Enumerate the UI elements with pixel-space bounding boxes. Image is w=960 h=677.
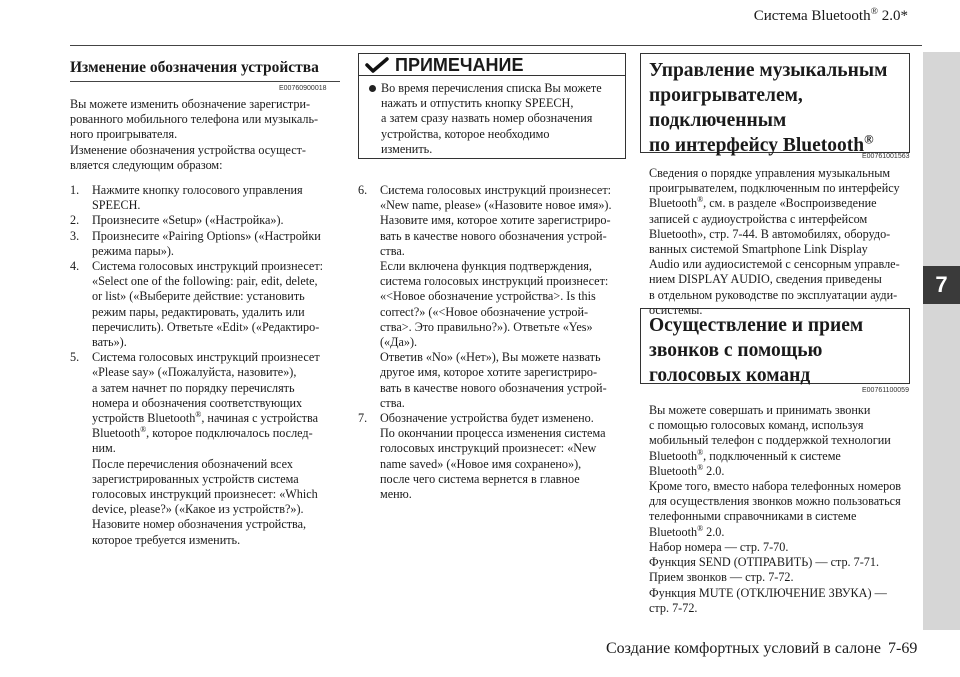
section-title-line: Осуществление и прием: [649, 315, 864, 336]
section-title-line: Управление музыкальным: [649, 60, 888, 81]
step-line: name saved» («Новое имя сохранено»),: [380, 456, 582, 471]
intro-line: Вы можете изменить обозначение зарегистри-: [70, 97, 311, 111]
page-reference: Набор номера — стр. 7-70.: [649, 540, 789, 554]
step-line: По окончании процесса изменения системa: [380, 426, 606, 441]
note-line: а затем сразу назвать номер обозначения: [381, 111, 593, 126]
paragraph-line: с помощью голосовых команд, используя: [649, 418, 864, 433]
paragraph-line: телефонными справочниками в системе: [649, 509, 857, 524]
step-line: система голосовых инструкций произнесет:: [380, 274, 609, 289]
step-line: «<Новое обозначение устройства>. Is this: [380, 289, 596, 304]
paragraph-line: Audio или аудиосистемой с сенсорным управле-: [649, 257, 900, 272]
step-number: 1.: [70, 183, 80, 197]
paragraph-line: осистемы.: [649, 302, 703, 317]
note-box: [358, 53, 626, 159]
paragraph-line: записей с аудиоустройства с интерфейсом: [649, 211, 868, 226]
step-line: «Select one of the following: pair, edit, delete,: [92, 274, 318, 289]
running-header: Система Bluetooth® 2.0*: [753, 6, 908, 24]
step-line: а затем начнет по порядку перечислять: [92, 380, 295, 395]
paragraph-line: Bluetooth® 2.0.: [649, 462, 725, 478]
step-item: [358, 183, 638, 411]
step-line: ства.: [380, 243, 405, 258]
step-number: 2.: [70, 213, 80, 228]
step-line: «New name, please» («Назовите новое имя»).: [380, 198, 612, 213]
page-reference: Функция MUTE (ОТКЛЮЧЕНИЕ ЗВУКА) —: [649, 585, 887, 600]
step-line: Система голосовых инструкций произнесет:: [92, 259, 324, 274]
paragraph-line: Bluetooth®, см. в разделе «Воспроизведение: [649, 195, 877, 211]
section-title-voice-calls-box: [640, 308, 910, 384]
paragraph-line: нием DISPLAY AUDIO, сведения приведены: [649, 272, 882, 287]
step-line: вать в качестве нового обозначения устрой-: [380, 380, 607, 395]
step-number: 3.: [70, 228, 80, 243]
paragraph-line: ванных системой Smartphone Link Display: [649, 242, 868, 257]
step-line: зарегистрированных устройств система: [92, 471, 299, 486]
step-line: вать в качестве нового обозначения устрой-: [380, 228, 607, 243]
section-code: E00761100059: [862, 387, 909, 394]
paragraph-line: в отдельном руководстве по эксплуатации ауди-: [649, 287, 898, 302]
paragraph-line: мобильный телефон с поддержкой технологии: [649, 433, 891, 448]
note-line: нажать и отпустить кнопку SPEECH,: [381, 96, 574, 111]
step-line: меню.: [380, 487, 412, 502]
paragraph-line: Bluetooth®, подключенный к системе: [649, 447, 841, 463]
section-title-rename-device: Изменение обозначения устройства: [70, 59, 319, 76]
step-item: [358, 411, 638, 502]
step-line: номера и обозначения соответствующих: [92, 395, 303, 410]
step-line: голосовых инструкций произнесет: «New: [380, 441, 597, 456]
steps-list-1-5: [70, 183, 350, 548]
step-line: «Please say» («Пожалуйста, назовите»),: [92, 365, 297, 380]
note-line: изменить.: [381, 141, 433, 156]
step-line: Bluetooth®, которое подключалось послед-: [92, 425, 313, 441]
step-line: or list» («Выберите действие: установить: [92, 289, 305, 304]
step-line: ства.: [380, 395, 405, 410]
chapter-tab-strip: [923, 52, 960, 630]
step-line: («Да»).: [380, 335, 418, 350]
step-line: которое требуется изменить.: [92, 532, 241, 547]
paragraph-line: для осуществления звонков можно пользоваться: [649, 494, 901, 509]
page-reference: Функция SEND (ОТПРАВИТЬ) — стр. 7-71.: [649, 555, 880, 570]
section-title-line: звонков с помощью: [649, 340, 823, 361]
intro-line: вляется следующим образом:: [70, 157, 223, 172]
page-references-list: [649, 540, 917, 616]
step-item: [70, 213, 350, 228]
step-line: устройств Bluetooth®, начиная с устройства: [92, 409, 318, 426]
voice-calls-paragraph: [649, 403, 917, 540]
step-line: Произнесите «Setup» («Настройка»).: [92, 213, 284, 228]
chapter-tab-number: 7: [923, 266, 960, 304]
section-title-music-player-box: [640, 53, 910, 156]
section-title-line: подключенным: [649, 110, 787, 131]
page-number: 7-69: [888, 640, 918, 657]
note-body: [367, 81, 621, 157]
step-line: другое имя, которое хотите зарегистриро-: [380, 365, 598, 380]
step-line: голосовых инструкций произнесет: «Which: [92, 487, 318, 502]
intro-paragraph: [70, 97, 350, 173]
paragraph-line: Сведения о порядке управления музыкальным: [649, 166, 891, 180]
footer-section-title: Создание комфортных условий в салоне: [606, 640, 881, 657]
note-title: ПРИМЕЧАНИЕ: [395, 55, 524, 75]
note-line: Во время перечисления списка Вы можете: [381, 81, 602, 95]
step-line: device, please?» («Какое из устройств?»).: [92, 502, 304, 517]
section-title-line: по интерфейсу Bluetooth®: [649, 132, 874, 156]
intro-line: Изменение обозначения устройства осущест-: [70, 142, 306, 157]
page-reference: Прием звонков — стр. 7-72.: [649, 570, 794, 585]
step-line: correct?» («<Новое обозначение устрой-: [380, 304, 589, 319]
step-line: Произнесите «Pairing Options» («Настройки: [92, 228, 321, 243]
step-line: Назовите номер обозначения устройства,: [92, 517, 307, 532]
section-title-line: голосовых команд: [649, 365, 811, 386]
bullet-icon: [369, 85, 376, 92]
step-line: Система голосовых инструкций произнесет:: [380, 183, 612, 197]
section-code: E00761001563: [862, 153, 910, 160]
paragraph-line: Кроме того, вместо набора телефонных номеров: [649, 479, 902, 494]
paragraph-line: Bluetooth», стр. 7-44. В автомобилях, оборудо-: [649, 226, 891, 241]
step-line: Система голосовых инструкций произнесет: [92, 350, 320, 365]
intro-line: ного проигрывателя.: [70, 127, 178, 142]
step-line: ства>. Это правильно?»). Ответьте «Yes»: [380, 319, 593, 334]
step-item: [70, 183, 350, 213]
checkmark-icon: [365, 57, 389, 73]
step-line: После перечисления обозначений всех: [92, 456, 293, 471]
note-header: [359, 54, 625, 76]
page-reference: стр. 7-72.: [649, 600, 698, 615]
paragraph-line: Вы можете совершать и принимать звонки: [649, 403, 871, 417]
step-line: Если включена функция подтверждения,: [380, 259, 592, 274]
paragraph-line: Bluetooth® 2.0.: [649, 523, 725, 539]
step-item: [70, 259, 350, 350]
header-rule: [70, 45, 922, 46]
step-line: режима пары»).: [92, 243, 174, 258]
step-line: Назовите имя, которое хотите зарегистриро-: [380, 213, 611, 228]
step-number: 4.: [70, 259, 80, 274]
step-line: Нажмите кнопку голосового управления: [92, 183, 303, 197]
step-line: Обозначение устройства будет изменено.: [380, 411, 594, 426]
section-title-line: проигрывателем,: [649, 85, 803, 106]
step-number: 7.: [358, 411, 368, 426]
step-line: Ответив «No» («Нет»), Вы можете назвать: [380, 350, 601, 365]
music-player-paragraph: [649, 166, 917, 318]
section-code: E00760900018: [279, 85, 327, 92]
step-line: вать»).: [92, 335, 127, 350]
step-number: 6.: [358, 183, 368, 197]
step-item: [70, 229, 350, 259]
section-title-rule: [70, 81, 340, 82]
step-line: после чего система вернется в главное: [380, 471, 580, 486]
note-line: устройства, которое необходимо: [381, 126, 550, 141]
step-line: перечислить). Ответьте «Edit» («Редактиро-: [92, 319, 320, 334]
step-line: режим пары, редактировать, удалить или: [92, 304, 305, 319]
step-item: [70, 350, 350, 548]
intro-line: рованного мобильного телефона или музыкаль-: [70, 112, 319, 127]
step-line: SPEECH.: [92, 198, 141, 213]
paragraph-line: проигрывателем, подключенным по интерфейсу: [649, 181, 900, 196]
step-number: 5.: [70, 350, 80, 365]
step-line: ним.: [92, 441, 116, 456]
steps-list-6-7: [358, 183, 638, 502]
